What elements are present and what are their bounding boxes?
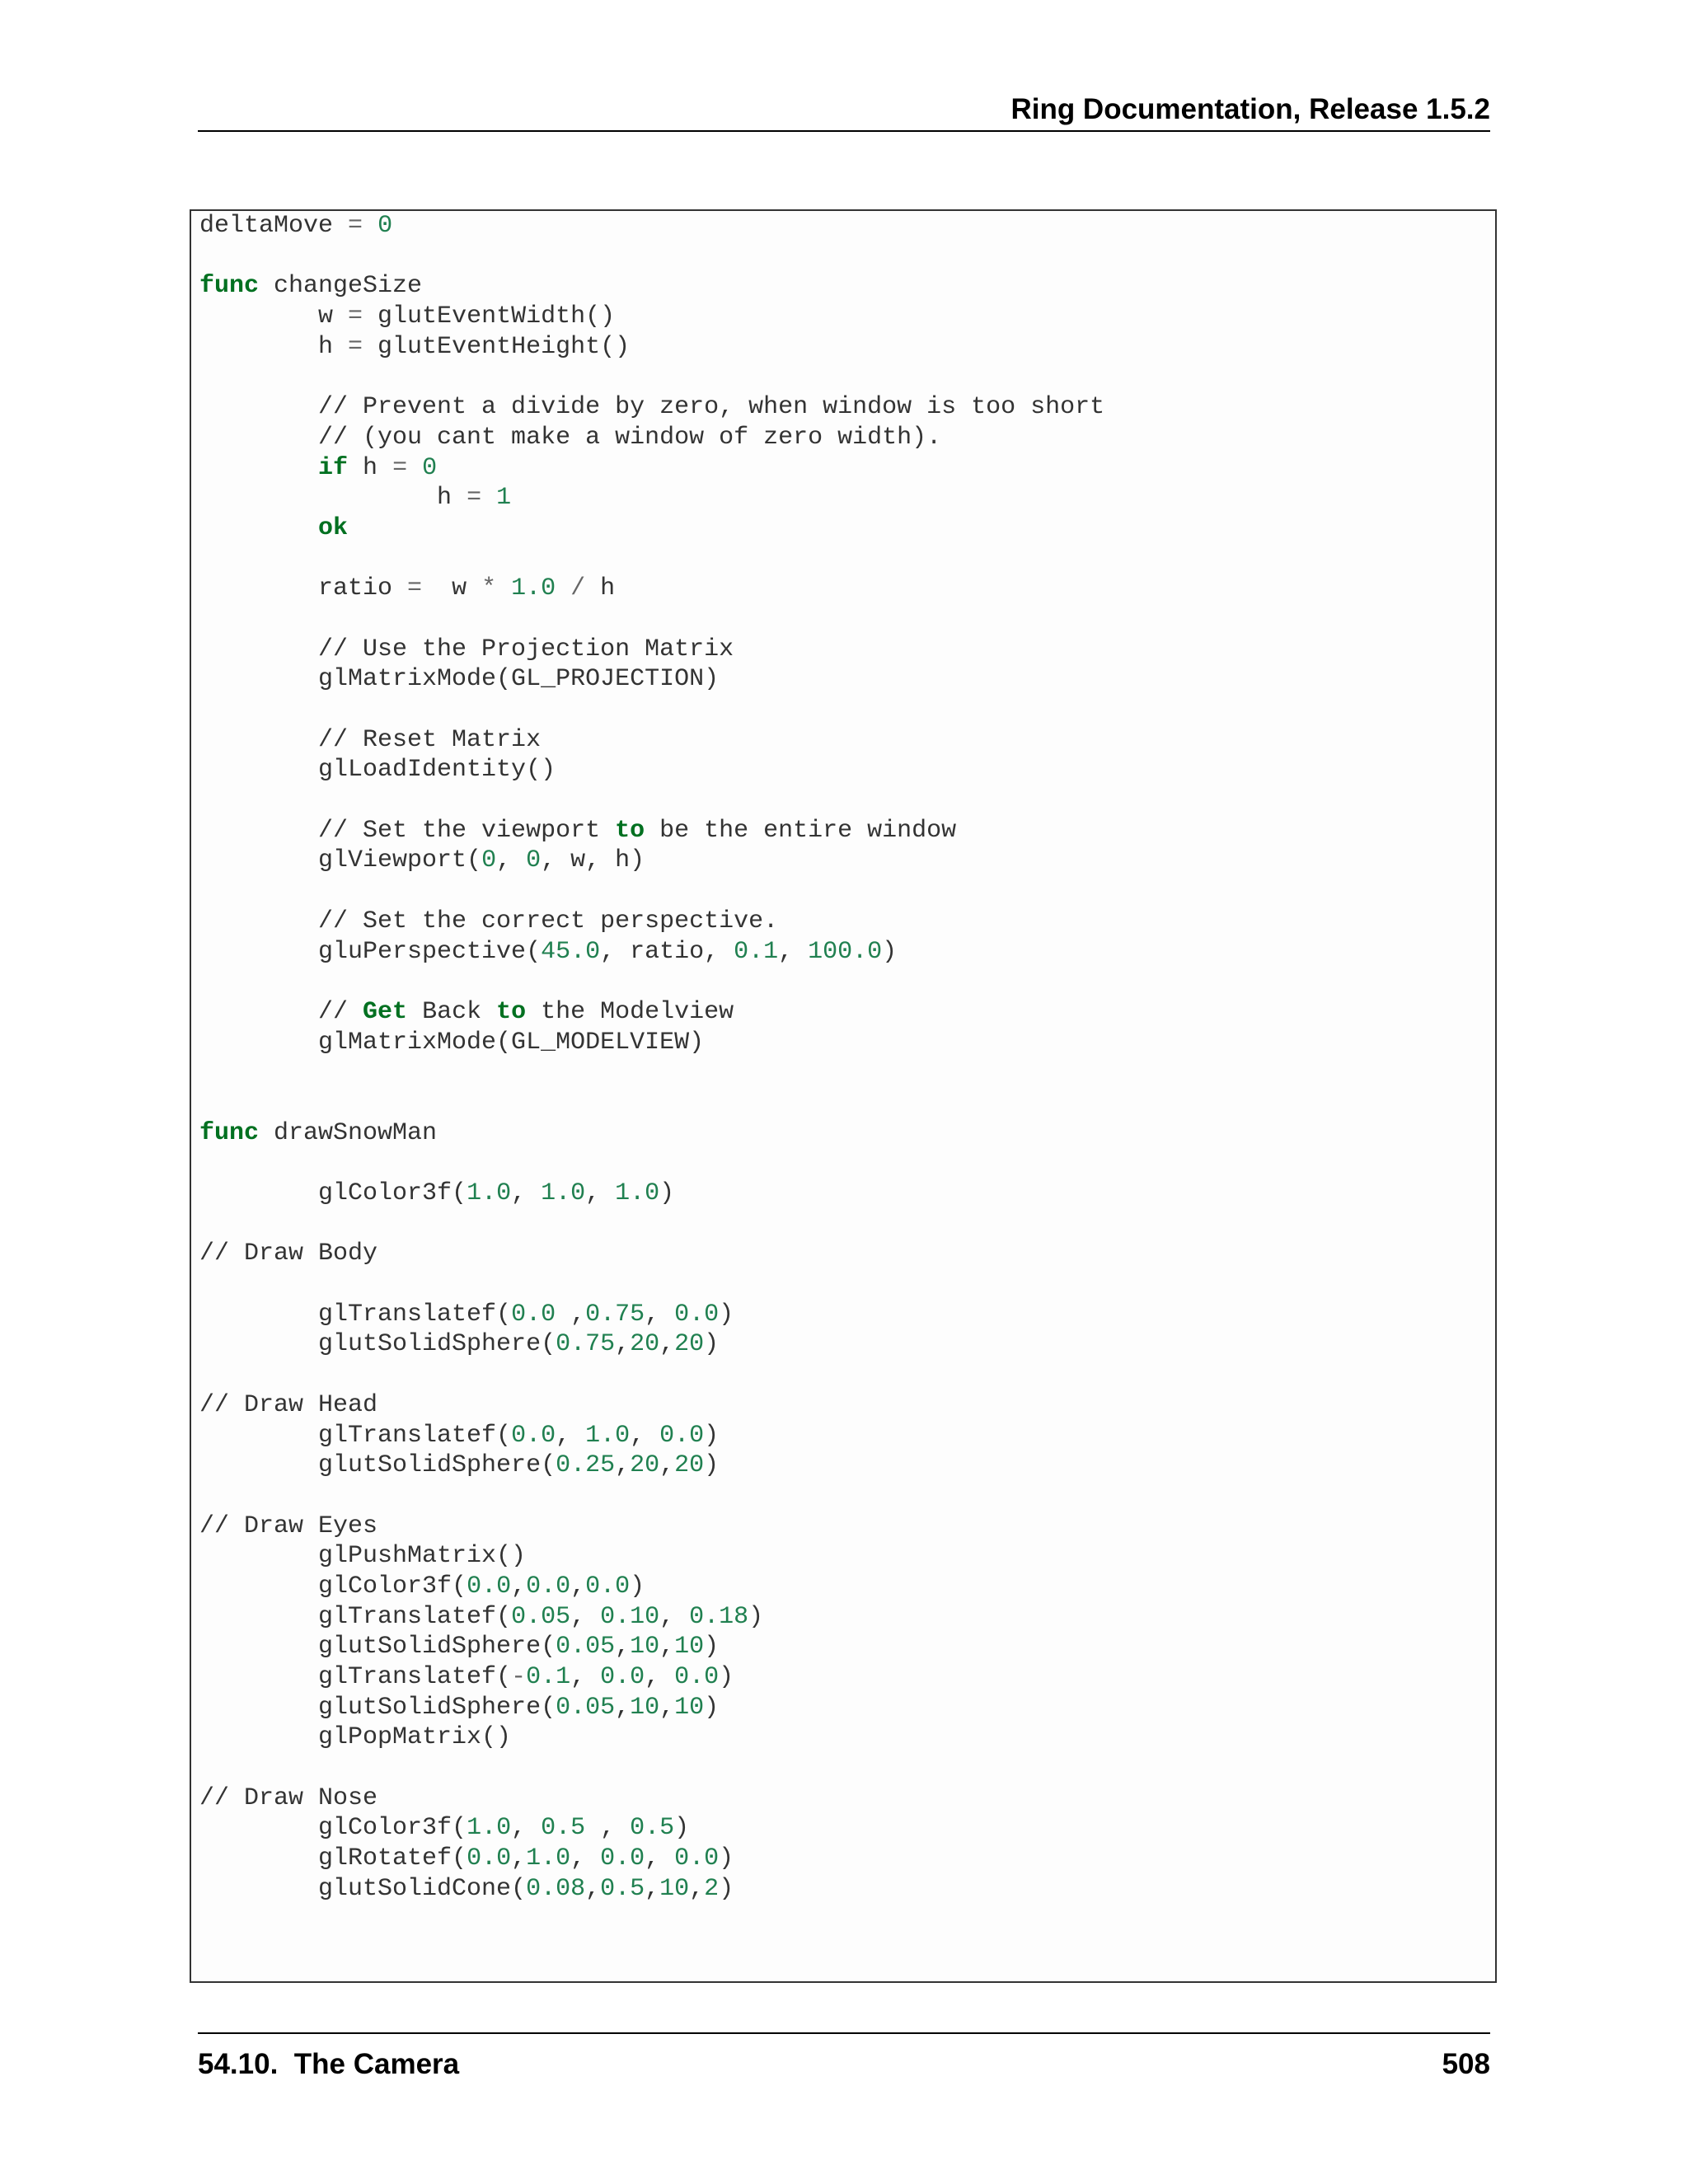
page-number: 508 [1442, 2048, 1490, 2080]
code-token: 1.0 [467, 1179, 512, 1207]
code-token: , [659, 1693, 675, 1722]
code-token: , [556, 1421, 586, 1450]
code-token: = [348, 332, 363, 361]
code-line [199, 1753, 1104, 1783]
code-line [199, 816, 1104, 846]
code-token: // Set the viewport [199, 816, 616, 845]
code-token: 0.5 [600, 1874, 645, 1903]
code-token: Back [407, 997, 497, 1026]
code-line [199, 1421, 1104, 1451]
code-token: , [659, 1633, 675, 1661]
code-token: 0.1 [734, 937, 779, 966]
code-token: glColor3f( [199, 1572, 467, 1601]
code-token: 0 [377, 212, 393, 240]
code-token: glPushMatrix() [199, 1542, 527, 1571]
code-token: func [199, 1118, 260, 1147]
code-token: 0.05 [556, 1633, 616, 1661]
code-token: glPopMatrix() [199, 1723, 512, 1752]
code-line [199, 211, 1104, 241]
code-line [199, 1632, 1104, 1662]
code-token: 0.5 [541, 1814, 586, 1843]
code-token: glTranslatef( [199, 1421, 512, 1450]
code-token: Get [363, 997, 408, 1026]
code-line [199, 1239, 1104, 1269]
code-line [199, 1844, 1104, 1874]
code-line [199, 302, 1104, 332]
code-token: , [645, 1874, 660, 1903]
page-footer [198, 2032, 1490, 2080]
code-token: , [511, 1814, 542, 1843]
code-token: ) [704, 1421, 720, 1450]
code-token: 1.0 [585, 1421, 631, 1450]
code-line [199, 362, 1104, 392]
code-token: , ratio, [600, 937, 734, 966]
code-token [556, 574, 570, 602]
code-line [199, 1269, 1104, 1300]
code-token: glTranslatef( [199, 1300, 512, 1329]
code-token: 0.0 [511, 1421, 556, 1450]
code-token [407, 454, 422, 482]
code-token: the Modelview [526, 997, 734, 1026]
code-line [199, 1511, 1104, 1542]
code-token: ) [719, 1844, 734, 1873]
code-token: 0.0 [600, 1663, 645, 1691]
code-token: // (you cant make a window of zero width). [199, 423, 942, 452]
code-token: 0.0 [585, 1572, 631, 1601]
code-token: 0.08 [526, 1874, 586, 1903]
code-token: 0.25 [556, 1451, 616, 1480]
code-line [199, 271, 1104, 302]
code-line [199, 1693, 1104, 1723]
code-token: ok [318, 513, 349, 542]
code-token: 0.0 [526, 1572, 571, 1601]
code-token: , [615, 1451, 631, 1480]
code-token: , [659, 1330, 675, 1359]
code-token: h [199, 484, 467, 513]
code-token: // Use the Projection Matrix [199, 635, 734, 663]
code-token [199, 454, 318, 482]
code-line [199, 453, 1104, 484]
code-line [199, 1541, 1104, 1572]
code-token: ) [704, 1693, 720, 1722]
code-line [199, 1300, 1104, 1330]
code-token: 1.0 [511, 574, 556, 603]
code-token: 0 [526, 846, 542, 875]
code-token: to [496, 997, 527, 1026]
code-token: if [318, 453, 349, 482]
code-token: 100.0 [808, 937, 883, 966]
code-token: 0.0 [600, 1844, 645, 1873]
code-line [199, 1088, 1104, 1118]
code-token: , [496, 846, 527, 875]
code-token: 45.0 [541, 937, 601, 966]
code-token: , [570, 1844, 601, 1873]
code-token: , [778, 937, 809, 966]
code-line [199, 1722, 1104, 1753]
code-token: , [659, 1602, 690, 1631]
code-token: ) [704, 1633, 720, 1661]
code-token: glViewport( [199, 846, 482, 875]
code-token: , [689, 1874, 705, 1903]
code-line [199, 664, 1104, 695]
code-token: = [467, 484, 482, 513]
code-token: , [570, 1602, 601, 1631]
code-token: glutSolidSphere( [199, 1451, 556, 1480]
code-line [199, 1028, 1104, 1058]
code-line [199, 785, 1104, 816]
code-token: 0.0 [511, 1300, 556, 1329]
code-token: , [556, 1300, 586, 1329]
code-token: // Draw Nose [199, 1783, 378, 1812]
code-token: glLoadIdentity() [199, 756, 556, 785]
code-token: glutSolidSphere( [199, 1693, 556, 1722]
code-token: glColor3f( [199, 1814, 467, 1843]
code-line [199, 1057, 1104, 1088]
code-token: 20 [674, 1330, 705, 1359]
code-line [199, 1874, 1104, 1905]
code-token: to [615, 816, 645, 845]
code-token: / [570, 574, 586, 603]
code-line [199, 937, 1104, 968]
code-token: ) [704, 1330, 720, 1359]
code-token: , [511, 1179, 542, 1207]
code-token: , [511, 1844, 527, 1873]
code-token [199, 514, 318, 542]
code-token: ) [659, 1179, 675, 1207]
code-token: 20 [630, 1330, 660, 1359]
code-token: , [645, 1300, 675, 1329]
code-token: be the entire window [645, 816, 957, 845]
code-token: ) [748, 1602, 764, 1631]
code-line [199, 241, 1104, 272]
code-token: 20 [630, 1451, 660, 1480]
code-token: 1.0 [615, 1179, 660, 1207]
code-token: gluPerspective( [199, 937, 542, 966]
code-line [199, 967, 1104, 997]
code-token: ) [674, 1814, 690, 1843]
code-token: glRotatef( [199, 1844, 467, 1873]
code-token: , [585, 1874, 601, 1903]
code-line [199, 997, 1104, 1028]
code-token: drawSnowMan [259, 1118, 438, 1147]
code-token: glutEventWidth() [363, 302, 616, 331]
code-token: 0.5 [630, 1814, 675, 1843]
code-lines [199, 211, 1104, 1905]
code-token: = [348, 302, 363, 331]
code-block [190, 209, 1497, 1983]
code-token: h [585, 574, 616, 603]
code-line [199, 1148, 1104, 1179]
code-token: w [199, 302, 349, 331]
code-line [199, 332, 1104, 363]
code-line [199, 483, 1104, 513]
code-token: 0.0 [674, 1300, 720, 1329]
code-token: glutSolidCone( [199, 1874, 527, 1903]
code-token: 0.75 [585, 1300, 645, 1329]
code-token: func [199, 272, 260, 301]
code-line [199, 392, 1104, 423]
code-token: 0.05 [511, 1602, 571, 1631]
code-token: glMatrixMode(GL_MODELVIEW) [199, 1028, 705, 1057]
code-line [199, 1209, 1104, 1240]
code-token: glutEventHeight() [363, 332, 631, 361]
code-token: ) [630, 1572, 645, 1601]
code-token: ) [704, 1451, 720, 1480]
code-line [199, 725, 1104, 756]
code-token: ) [719, 1663, 734, 1691]
code-token: ratio [199, 574, 408, 603]
code-line [199, 907, 1104, 937]
code-token: - [511, 1663, 527, 1691]
code-token: 20 [674, 1451, 705, 1480]
code-token: h [348, 453, 393, 482]
code-token: , w, h) [541, 846, 645, 875]
code-token: 1 [496, 484, 512, 513]
code-token: 0.0 [659, 1421, 705, 1450]
code-line [199, 544, 1104, 574]
code-line [199, 1451, 1104, 1481]
code-line [199, 1179, 1104, 1209]
code-token: = [392, 453, 408, 482]
code-token: , [570, 1663, 601, 1691]
code-token: 0.05 [556, 1693, 616, 1722]
code-token: , [659, 1451, 675, 1480]
code-line [199, 755, 1104, 785]
code-line [199, 1329, 1104, 1360]
code-token: 10 [630, 1693, 660, 1722]
code-line [199, 1662, 1104, 1693]
code-line [199, 876, 1104, 907]
code-token: glMatrixMode(GL_PROJECTION) [199, 665, 720, 694]
code-token: 0.0 [467, 1572, 512, 1601]
code-token: 0.0 [674, 1844, 720, 1873]
code-line [199, 635, 1104, 665]
code-token: changeSize [259, 272, 423, 301]
code-token: , [645, 1663, 675, 1691]
code-token: , [511, 1572, 527, 1601]
code-token: 0.0 [674, 1663, 720, 1691]
code-token: , [585, 1814, 631, 1843]
code-token: 10 [630, 1633, 660, 1661]
code-token: 10 [674, 1693, 705, 1722]
code-line [199, 1783, 1104, 1814]
code-token: // Draw Eyes [199, 1511, 378, 1540]
code-token: = [348, 212, 363, 240]
code-token: 0.1 [526, 1663, 571, 1691]
code-token: // Draw Body [199, 1240, 378, 1268]
page-header [198, 89, 1490, 132]
code-line [199, 1813, 1104, 1844]
code-token: glColor3f( [199, 1179, 467, 1207]
code-token: 10 [659, 1874, 690, 1903]
code-line [199, 846, 1104, 876]
code-token: ) [719, 1874, 734, 1903]
code-token: glTranslatef( [199, 1663, 512, 1691]
code-token: , [615, 1693, 631, 1722]
code-token: 0 [422, 453, 438, 482]
code-line [199, 1118, 1104, 1149]
code-line [199, 1602, 1104, 1633]
code-token [481, 484, 496, 512]
code-token: glutSolidSphere( [199, 1633, 556, 1661]
code-line [199, 604, 1104, 635]
code-token: , [615, 1330, 631, 1359]
section-title: 54.10. The Camera [198, 2048, 460, 2080]
code-token: 0.75 [556, 1330, 616, 1359]
code-token: 1.0 [541, 1179, 586, 1207]
code-token [363, 212, 377, 240]
code-token [496, 574, 511, 602]
code-token: // Reset Matrix [199, 725, 542, 754]
code-token: // Set the correct perspective. [199, 907, 779, 935]
code-line [199, 1481, 1104, 1511]
code-token: 0.18 [689, 1602, 749, 1631]
code-token: * [481, 574, 497, 603]
code-line [199, 513, 1104, 544]
code-token: glutSolidSphere( [199, 1330, 556, 1359]
code-token: 0.0 [467, 1844, 512, 1873]
code-line [199, 1360, 1104, 1390]
code-token: ) [882, 937, 898, 966]
code-token: // Prevent a divide by zero, when window is too short [199, 393, 1105, 422]
code-line [199, 695, 1104, 725]
code-token: 10 [674, 1633, 705, 1661]
code-line [199, 423, 1104, 453]
code-token: = [407, 574, 423, 603]
code-token: , [585, 1179, 616, 1207]
code-token: 2 [704, 1874, 720, 1903]
code-token: 0.10 [600, 1602, 660, 1631]
code-token: 1.0 [526, 1844, 571, 1873]
code-token: , [630, 1421, 660, 1450]
code-token: 1.0 [467, 1814, 512, 1843]
code-token: ) [719, 1300, 734, 1329]
document-title: Ring Documentation, Release 1.5.2 [1010, 93, 1490, 125]
code-token: , [615, 1633, 631, 1661]
code-token: , [645, 1844, 675, 1873]
code-line [199, 574, 1104, 604]
code-line [199, 1390, 1104, 1421]
code-token: , [570, 1572, 586, 1601]
code-token: h [199, 332, 349, 361]
code-token: 0 [481, 846, 497, 875]
code-token: glTranslatef( [199, 1602, 512, 1631]
code-token: w [422, 574, 482, 603]
code-token: // Draw Head [199, 1390, 378, 1419]
code-token: // [199, 997, 363, 1026]
code-token: deltaMove [199, 212, 349, 240]
code-line [199, 1572, 1104, 1602]
